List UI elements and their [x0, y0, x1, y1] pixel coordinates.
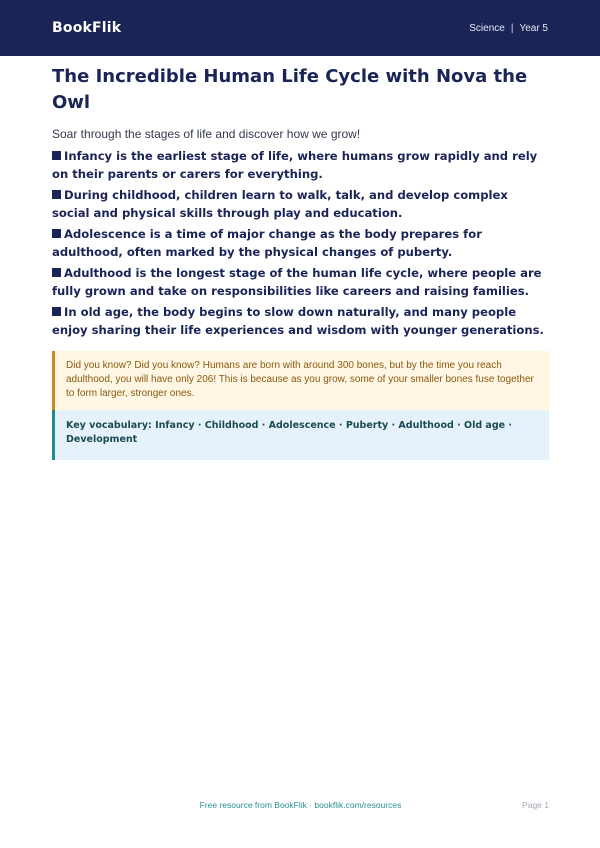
- square-bullet-icon: [52, 307, 61, 316]
- page-header: [0, 0, 600, 56]
- list-item-text: During childhood, children learn to walk, talk, and develop complex social and physical skills through play and education.: [52, 188, 508, 220]
- brand-logo-text: BookFlik: [52, 20, 122, 36]
- list-item-text: Adulthood is the longest stage of the human life cycle, where people are fully grown and take on responsibilities like careers and raising families.: [52, 266, 542, 298]
- list-item: [52, 187, 549, 222]
- life-stage-list: [52, 148, 549, 339]
- square-bullet-icon: [52, 229, 61, 238]
- list-item-text: Infancy is the earliest stage of life, where humans grow rapidly and rely on their parents or carers for everything.: [52, 149, 538, 181]
- list-item: [52, 265, 549, 300]
- key-vocabulary-box: Key vocabulary: Infancy · Childhood · Adolescence · Puberty · Adulthood · Old age · Development: [52, 410, 549, 460]
- square-bullet-icon: [52, 268, 61, 277]
- list-item-text: Adolescence is a time of major change as the body prepares for adulthood, often marked by the physical changes of puberty.: [52, 227, 482, 259]
- list-item-text: In old age, the body begins to slow down naturally, and many people enjoy sharing their life experiences and wisdom with younger generations.: [52, 305, 544, 337]
- page-footer: [52, 800, 549, 814]
- list-item: [52, 148, 549, 183]
- page-number: Page 1: [522, 800, 549, 810]
- list-item: [52, 304, 549, 339]
- subject-label: Science: [469, 22, 505, 34]
- main-content: [52, 64, 549, 460]
- subject-year-label: [469, 23, 548, 34]
- page-subtitle: Soar through the stages of life and discover how we grow!: [52, 127, 361, 141]
- footer-resource-link[interactable]: Free resource from BookFlik · bookflik.com/resources: [199, 800, 402, 810]
- page-title: The Incredible Human Life Cycle with Nova the Owl: [52, 66, 528, 113]
- did-you-know-callout: Did you know? Did you know? Humans are born with around 300 bones, but by the time you reach adulthood, you will have only 206! This is because as you grow, some of your smaller bones fuse together to form larger, stronger ones.: [52, 351, 549, 410]
- list-item: [52, 226, 549, 261]
- square-bullet-icon: [52, 151, 61, 160]
- year-label: Year 5: [519, 22, 548, 34]
- meta-separator: |: [510, 22, 514, 34]
- square-bullet-icon: [52, 190, 61, 199]
